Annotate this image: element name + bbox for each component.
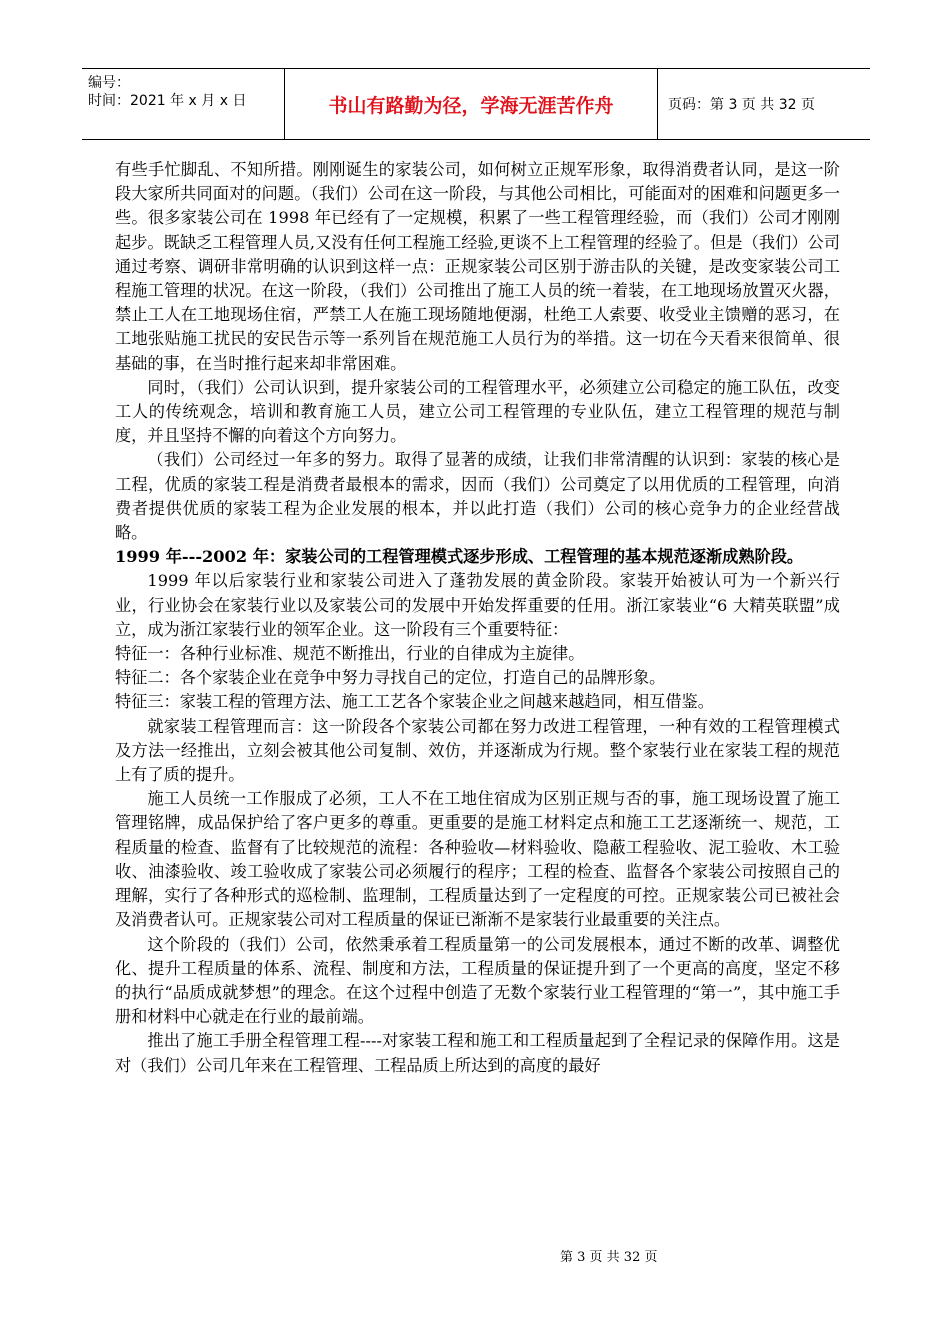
body-paragraph: （我们）公司经过一年多的努力。取得了显著的成绩，让我们非常清醒的认识到：家装的核心是工程，优质的家装工程是消费者最根本的需求，因而（我们）公司奠定了以用优质的工程管理，向消费者提供优质的家装工程为企业发展的根本，并以此打造（我们）公司的核心竞争力的企业经营战略。 — [115, 450, 840, 543]
document-date-label: 时间：2021 年 x 月 x 日 — [88, 93, 247, 109]
page-header — [82, 68, 870, 140]
body-paragraph: 就家装工程管理而言：这一阶段各个家装公司都在努力改进工程管理，一种有效的工程管理模式及方法一经推出，立刻会被其他公司复制、效仿，并逐渐成为行规。整个家装行业在家装工程的规范上有了质的提升。 — [115, 716, 840, 785]
feature-item: 特征一：各种行业标准、规范不断推出，行业的自律成为主旋律。 — [115, 644, 585, 664]
feature-item: 特征二：各个家装企业在竞争中努力寻找自己的定位，打造自己的品牌形象。 — [115, 668, 666, 688]
body-paragraph: 这个阶段的（我们）公司，依然秉承着工程质量第一的公司发展根本，通过不断的改革、调整优化、提升工程质量的体系、流程、制度和方法，工程质量的保证提升到了一个更高的高度，坚定不移的执行“品质成就梦想”的理念。在这个过程中创造了无数个家装行业工程管理的“第一”，其中施工手册和材料中心就走在行业的最前端。 — [115, 934, 840, 1027]
document-code-label: 编号： — [88, 75, 130, 91]
header-page-cell — [658, 69, 870, 139]
body-paragraph: 有些手忙脚乱、不知所措。刚刚诞生的家装公司，如何树立正规军形象，取得消费者认同，是这一阶段大家所共同面对的问题。（我们）公司在这一阶段，与其他公司相比，可能面对的困难和问题更多一些。很多家装公司在 1998 年已经有了一定规模，积累了一些工程管理经验，而（我们）公司才刚刚起步。既缺乏工程管理人员,又没有任何工程施工经验,更谈不上工程管理的经验了。但是（我们）公司通过考察、调研非常明确的认识到这样一点：正规家装公司区别于游击队的关键，是改变家装公司工程施工管理的状况。在这一阶段，（我们）公司推出了施工人员的统一着装，在工地现场放置灭火器，禁止工人在工地现场住宿，严禁工人在施工现场随地便溺，杜绝工人索要、收受业主馈赠的恶习，在工地张贴施工扰民的安民告示等一系列旨在规范施工人员行为的举措。这一切在今天看来很简单、很基础的事，在当时推行起来却非常困难。 — [115, 160, 840, 373]
header-page-info: 页码：第 3 页 共 32 页 — [668, 97, 815, 113]
section-heading: 1999 年---2002 年：家装公司的工程管理模式逐步形成、工程管理的基本规范逐渐成熟阶段。 — [115, 547, 804, 567]
body-paragraph: 1999 年以后家装行业和家装公司进入了蓬勃发展的黄金阶段。家装开始被认可为一个新兴行业，行业协会在家装行业以及家装公司的发展中开始发挥重要的任用。浙江家装业“6 大精英联盟”成立，成为浙江家装行业的领军企业。这一阶段有三个重要特征： — [115, 571, 840, 639]
header-motto: 书山有路勤为径，学海无涯苦作舟 — [328, 95, 614, 117]
body-paragraph: 同时，（我们）公司认识到，提升家装公司的工程管理水平，必须建立公司稳定的施工队伍，改变工人的传统观念，培训和教育施工人员，建立公司工程管理的专业队伍，建立工程管理的规范与制度，并且坚持不懈的向着这个方向努力。 — [115, 377, 840, 446]
feature-item: 特征三：家装工程的管理方法、施工工艺各个家装企业之间越来越趋同，相互借鉴。 — [115, 692, 714, 712]
document-body — [115, 158, 840, 1078]
body-paragraph: 推出了施工手册全程管理工程----对家装工程和施工和工程质量起到了全程记录的保障作用。这是对（我们）公司几年来在工程管理、工程品质上所达到的高度的最好 — [115, 1031, 840, 1075]
body-paragraph: 施工人员统一工作服成了必须，工人不在工地住宿成为区别正规与否的事，施工现场设置了施工管理铭牌，成品保护给了客户更多的尊重。更重要的是施工材料定点和施工工艺逐渐统一、规范，工程质量的检查、监督有了比较规范的流程：各种验收—材料验收、隐蔽工程验收、泥工验收、木工验收、油漆验收、竣工验收成了家装公司必须履行的程序；工程的检查、监督各个家装公司按照自己的理解，实行了各种形式的巡检制、监理制，工程质量达到了一定程度的可控。正规家装公司已被社会及消费者认可。正规家装公司对工程质量的保证已渐渐不是家装行业最重要的关注点。 — [115, 789, 840, 930]
page-footer: 第 3 页 共 32 页 — [560, 1250, 658, 1265]
header-motto-cell — [285, 69, 658, 139]
header-meta-cell — [82, 69, 285, 139]
